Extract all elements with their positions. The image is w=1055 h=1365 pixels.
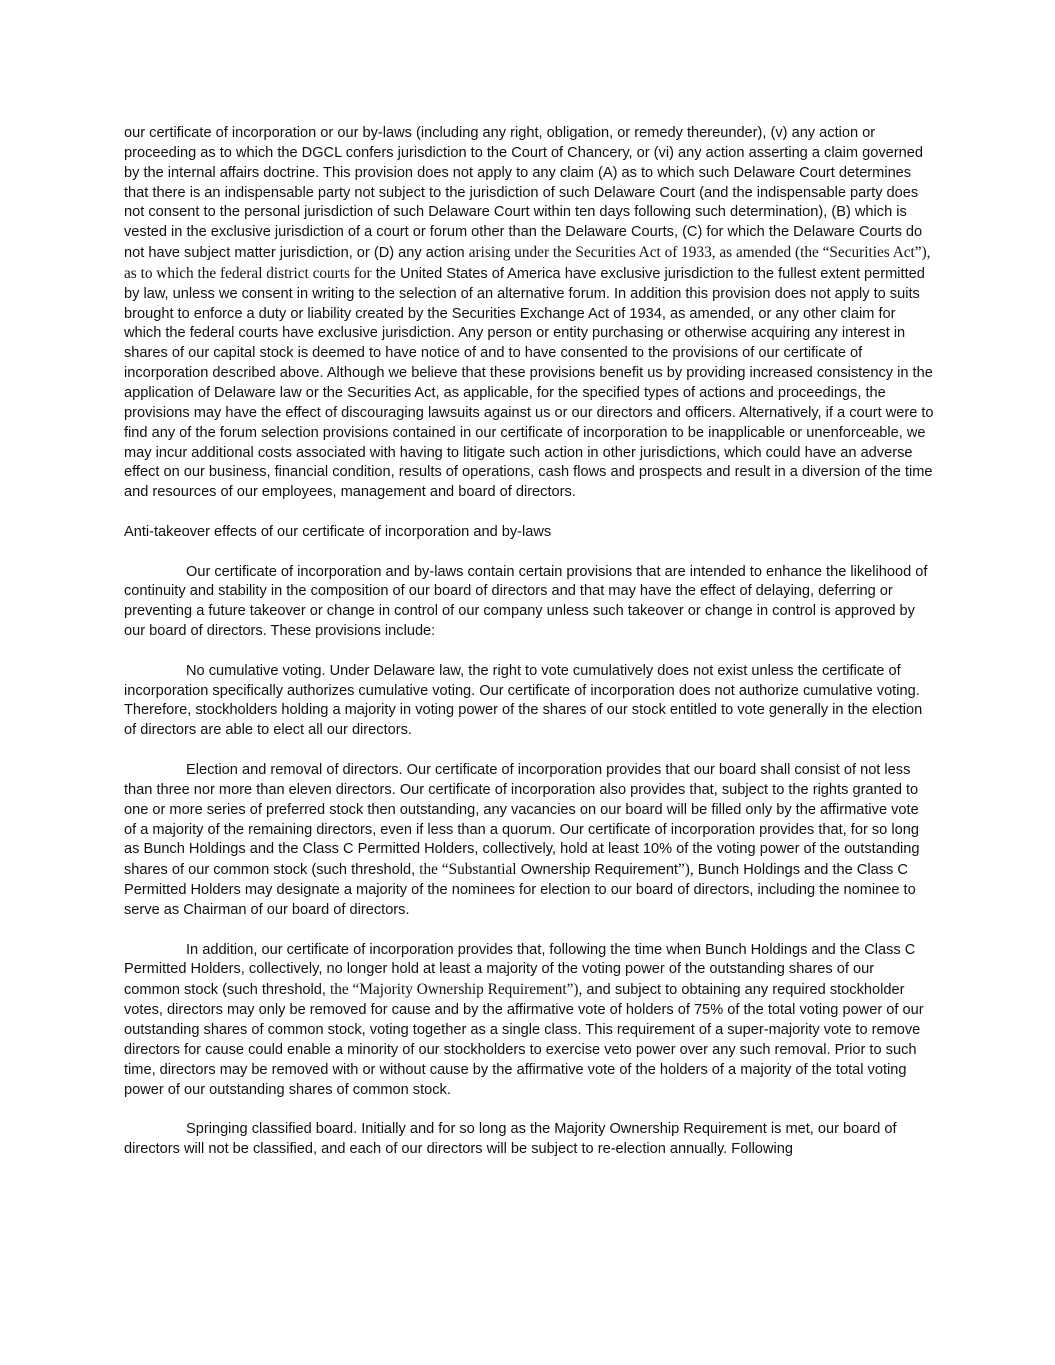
paragraph-no-cumulative-voting: No cumulative voting. Under Delaware law, the right to vote cumulatively does not exist unless the certificate of incorporation specifically authorizes cumulative voting. Our certificate of incorporation does not authorize cumulative voting. Therefore, stockholders holding a majority in voting power of the shares of our stock entitled to vote generally in the election of directors are able to elect all our directors. xyxy=(124,662,923,739)
paragraph-text-serif: ”), xyxy=(678,861,694,879)
paragraph-text-serif: the “Substantial xyxy=(419,861,517,879)
section-heading: Anti-takeover effects of our certificate of incorporation and by-laws xyxy=(124,523,552,540)
paragraph-anti-takeover-intro: Our certificate of incorporation and by-laws contain certain provisions that are intended to enhance the likelihood of continuity and stability in the composition of our board of directors and that may have the effect of delaying, deferring or preventing a future takeover or change in control of our company unless such takeover or change in control is approved by our board of directors. These provisions include: xyxy=(124,563,928,640)
paragraph-removal-for-cause xyxy=(124,941,934,1101)
paragraph-text: Ownership Requirement xyxy=(520,862,678,879)
paragraph-text: Bunch Holdings and the Class C Permitted Holders may designate a majority of the nominees for election to our board of directors, including the nominee to serve as Chairman of our board of directors. xyxy=(124,862,916,918)
paragraph-text: In addition, our certificate of incorporation provides that, following the time when Bunch Holdings and the Class C Permitted Holders, collectively, no longer hold at least a majority of the voting power of the outstanding shares of our common stock (such threshold, xyxy=(124,941,916,999)
paragraph-text-serif: the “Majority Ownership Requirement”), xyxy=(330,981,583,999)
paragraph-election-removal xyxy=(124,761,934,921)
paragraph-forum-selection xyxy=(124,124,934,503)
document-page xyxy=(124,124,934,1160)
paragraph-text: Election and removal of directors. Our certificate of incorporation provides that our board shall consist of not less than three nor more than eleven directors. Our certificate of incorporation also provides that, subject to the rights granted to one or more series of preferred stock then outstanding, any vacancies on our board will be filled only by the affirmative vote of a majority of the remaining directors, even if less than a quorum. Our certificate of incorporation provides that, for so long as Bunch Holdings and the Class C Permitted Holders, collectively, hold at least 10% of the voting power of the outstanding shares of our common stock (such threshold, xyxy=(124,762,920,879)
paragraph-springing-classified-board: Springing classified board. Initially and for so long as the Majority Ownership Requirement is met, our board of directors will not be classified, and each of our directors will be subject to re-election annually. Following xyxy=(124,1121,897,1158)
paragraph-text: the United States of America have exclusive jurisdiction to the fullest extent permitted by law, unless we consent in writing to the selection of an alternative forum. In addition this provision does not apply to suits brought to enforce a duty or liability created by the Securities Exchange Act of 1934, as amended, or any other claim for which the federal courts have exclusive jurisdiction. Any person or entity purchasing or otherwise acquiring any interest in shares of our capital stock is deemed to have notice of and to have consented to the provisions of our certificate of incorporation described above. Although we believe that these provisions benefit us by providing increased consistency in the application of Delaware law or the Securities Act, as applicable, for the specified types of actions and proceedings, the provisions may have the effect of discouraging lawsuits against us or our directors and officers. Alternatively, if a court were to find any of the forum selection provisions contained in our certificate of incorporation to be inapplicable or unenforceable, we may incur additional costs associated with having to litigate such action in other jurisdictions, which could have an adverse effect on our business, financial condition, results of operations, cash flows and prospects and result in a diversion of the time and resources of our employees, management and board of directors. xyxy=(124,265,934,501)
paragraph-text: our certificate of incorporation or our by-laws (including any right, obligation, or remedy thereunder), (v) any action or proceeding as to which the DGCL confers jurisdiction to the Court of Chancery, or (vi) any action asserting a claim governed by the internal affairs doctrine. This provision does not apply to any claim (A) as to which such Delaware Court determines that there is an indispensable party not subject to the jurisdiction of such Delaware Court (and the indispensable party does not consent to the personal jurisdiction of such Delaware Court within ten days following such determination), (B) which is vested in the exclusive jurisdiction of a court or forum other than the Delaware Courts, (C) for which the Delaware Courts do not have subject matter jurisdiction, or (D) any action xyxy=(124,125,923,262)
paragraph-text: and subject to obtaining any required stockholder votes, directors may only be removed for cause and by the affirmative vote of holders of 75% of the total voting power of our outstanding shares of common stock, voting together as a single class. This requirement of a super-majority vote to remove directors for cause could enable a minority of our stockholders to exercise veto power over any such removal. Prior to such time, directors may be removed with or without cause by the affirmative vote of the holders of a majority of the total voting power of our outstanding shares of common stock. xyxy=(124,982,924,1098)
paragraph-text-serif: arising under the Securities Act of 1933, as amended (the “Securities Act”), as to which the federal district courts for xyxy=(124,244,931,282)
